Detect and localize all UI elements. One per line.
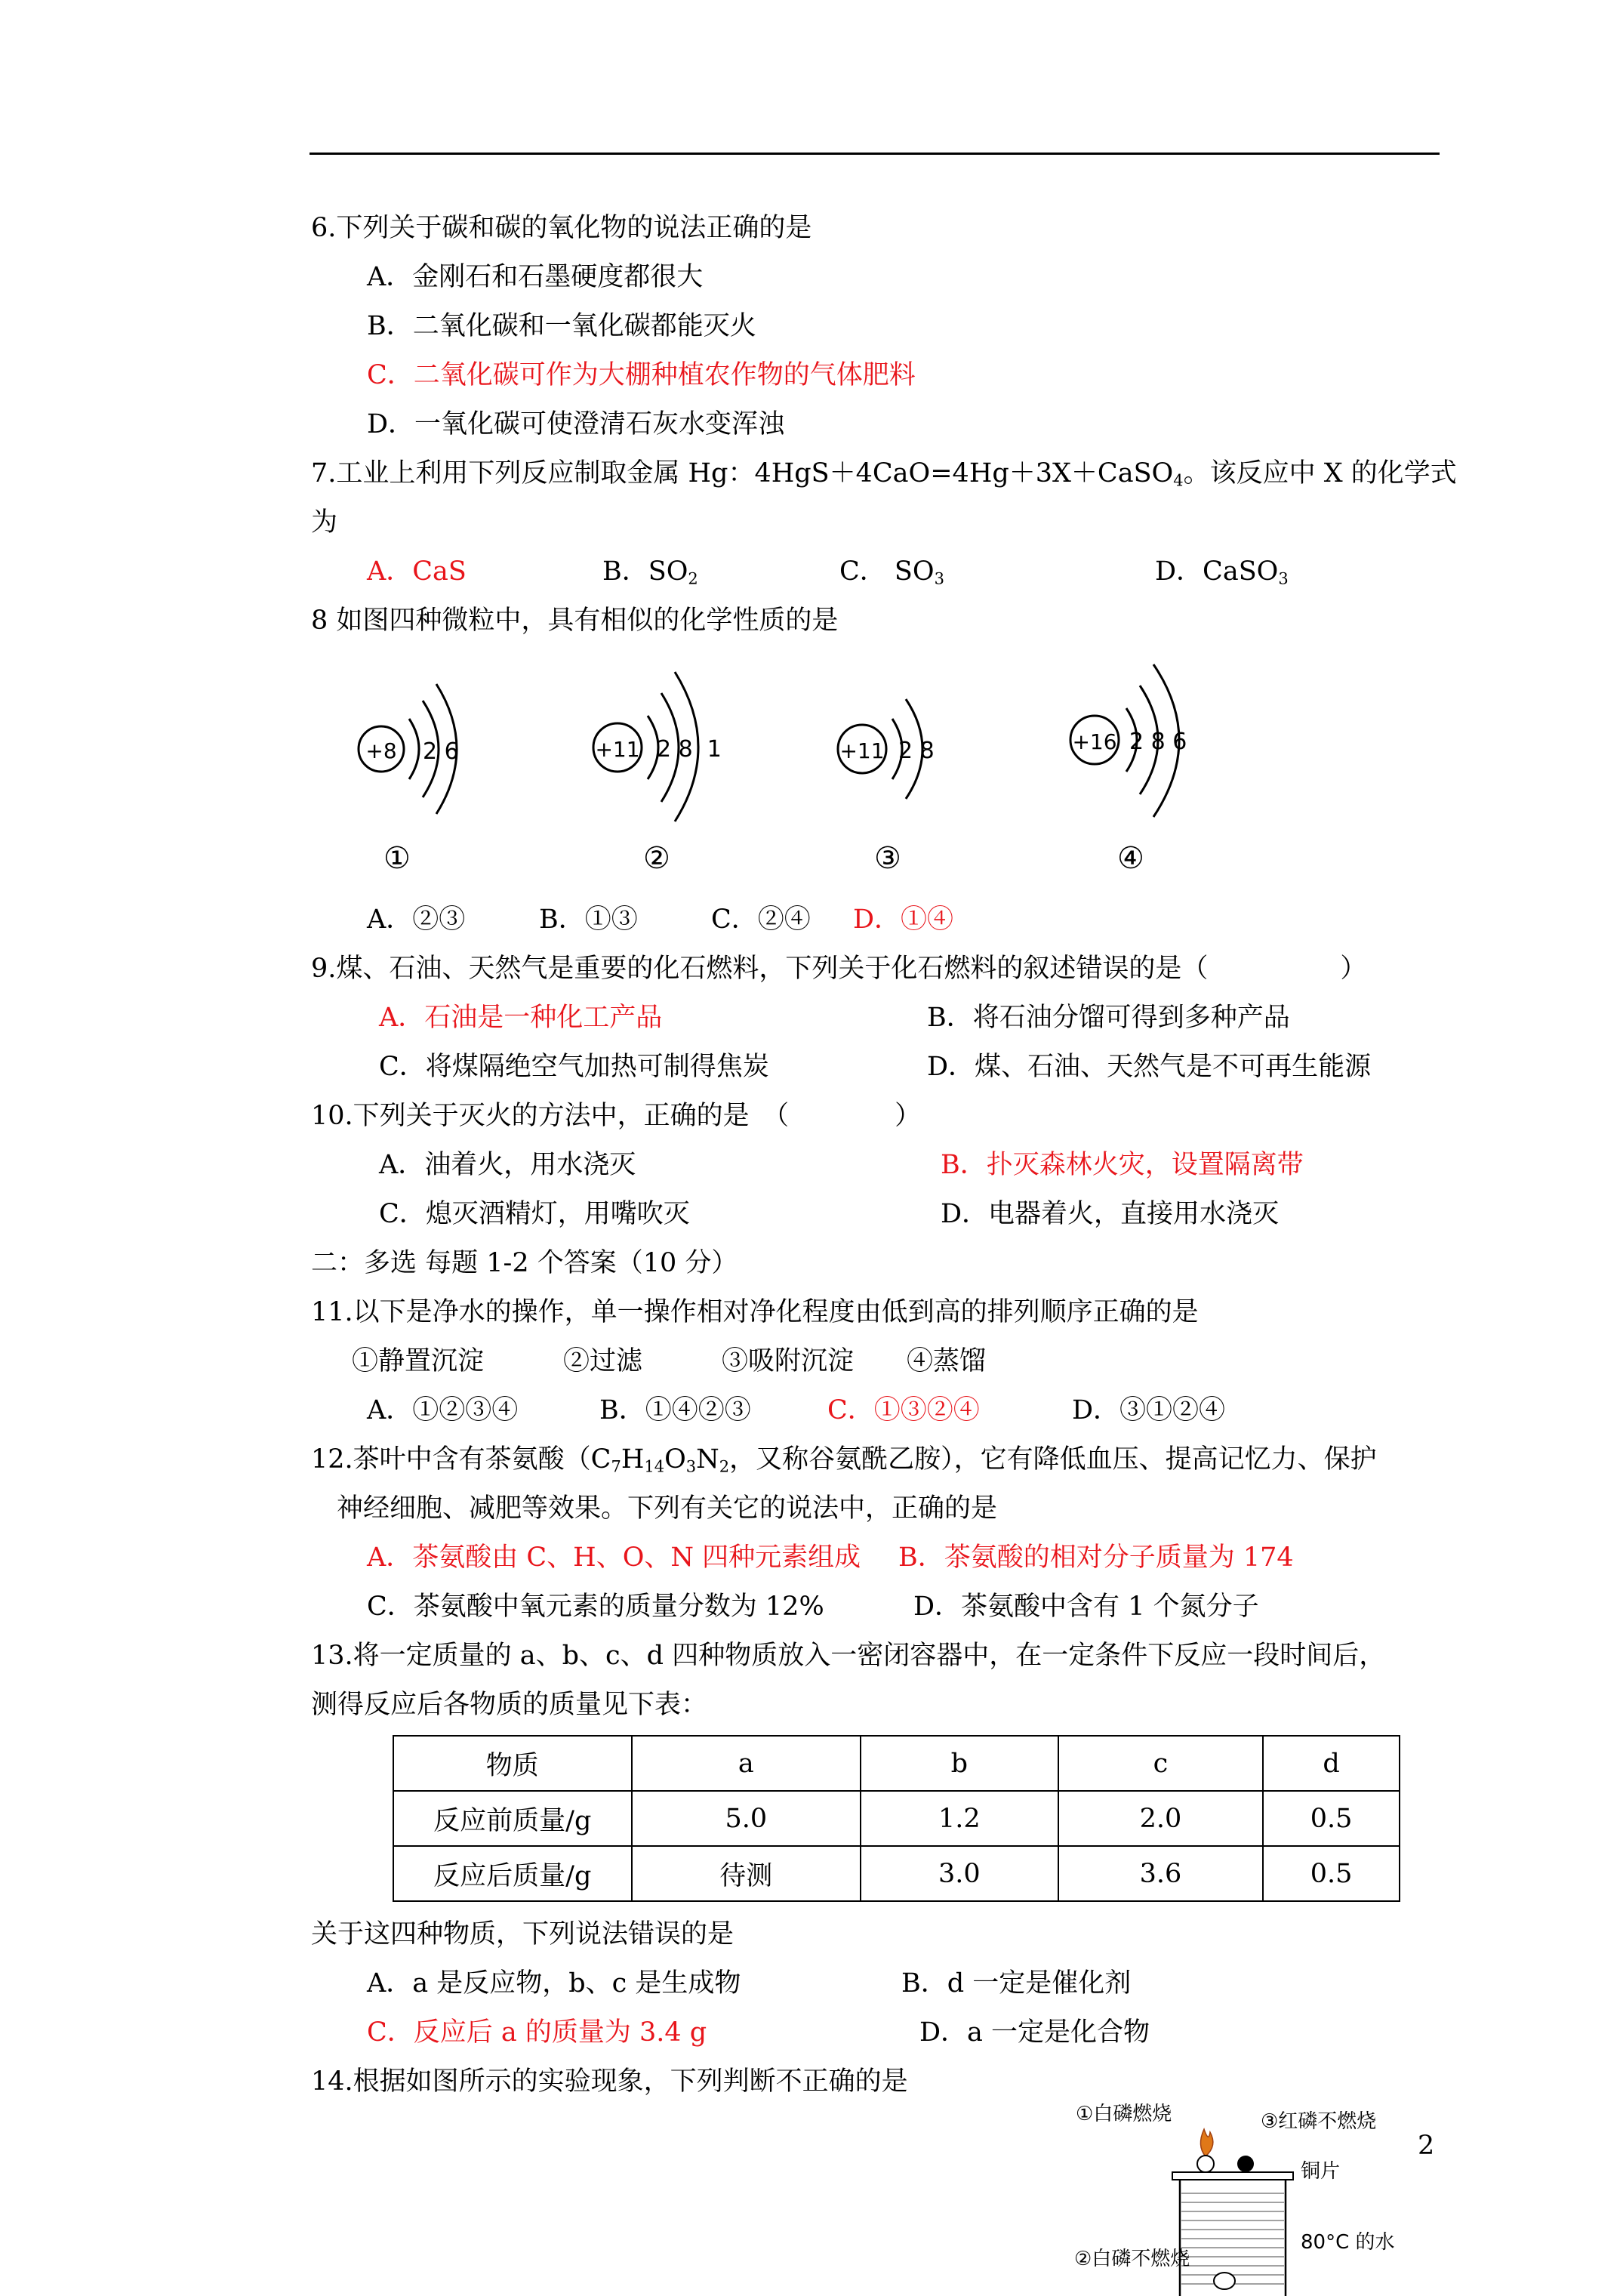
electron-shells: 2 6	[423, 738, 459, 765]
q10-option-d: D．电器着火，直接用水浇灭	[941, 1199, 1280, 1229]
atom-diagram-3	[832, 664, 968, 823]
electron-shells: 2 8	[898, 738, 935, 764]
table-cell: 反应后质量/g	[393, 1846, 632, 1901]
copper-label: 铜片	[1301, 2160, 1341, 2183]
white-phosphorus-burning-label: ①白磷燃烧	[1076, 2103, 1172, 2125]
table-cell: 3.6	[1058, 1846, 1264, 1901]
q10-option-c: C．熄灭酒精灯，用嘴吹灭	[379, 1199, 690, 1229]
q12-stem-line2: 神经细胞、减肥等效果。下列有关它的说法中，正确的是	[337, 1493, 998, 1524]
table-header-cell: a	[632, 1736, 861, 1791]
table-cell: 3.0	[861, 1846, 1058, 1901]
q10-option-b: B．扑灭森林火灾，设置隔离带	[941, 1150, 1304, 1180]
q6-option-a: A．金刚石和石墨硬度都很大	[367, 262, 704, 292]
q8-stem: 8 如图四种微粒中，具有相似的化学性质的是	[311, 606, 839, 636]
q10-option-a: A．油着火，用水浇灭	[379, 1150, 636, 1180]
q7-option-d: D．CaSO$_3$	[1155, 556, 1289, 588]
table-cell: 0.5	[1263, 1791, 1400, 1846]
q6-option-b: B．二氧化碳和一氧化碳都能灭火	[367, 311, 756, 341]
table-row	[393, 1791, 1400, 1846]
q11-option-d: D．③①②④	[1072, 1395, 1226, 1425]
hot-water-label: 80°C 的水	[1301, 2231, 1395, 2254]
q10-stem: 10.下列关于灭火的方法中，正确的是 （ ）	[311, 1101, 922, 1131]
table-header-cell: b	[861, 1736, 1058, 1791]
section-2-title: 二：多选 每题 1-2 个答案（10 分）	[311, 1248, 738, 1278]
page-number: 2	[1418, 2131, 1435, 2161]
table-cell: 2.0	[1058, 1791, 1264, 1846]
q14-stem: 14.根据如图所示的实验现象，下列判断不正确的是	[311, 2066, 908, 2097]
nucleus-charge: +11	[595, 737, 640, 762]
table-cell: 待测	[632, 1846, 861, 1901]
q11-option-c: C．①③②④	[827, 1395, 980, 1425]
q11-option-a: A．①②③④	[367, 1395, 519, 1425]
q13-option-a: A．a 是反应物，b、c 是生成物	[367, 1968, 741, 1999]
q7-stem: 7.工业上利用下列反应制取金属 Hg：4HgS＋4CaO=4Hg＋3X＋CaSO$_4$。该反应中 X 的化学式	[311, 458, 1457, 490]
red-phosphorus-label: ③红磷不燃烧	[1261, 2110, 1377, 2133]
table-cell: 1.2	[861, 1791, 1058, 1846]
atom-label-4: ④	[1117, 841, 1144, 876]
atom-diagram-4	[1064, 649, 1223, 823]
q9-option-a: A．石油是一种化工产品	[379, 1003, 663, 1033]
nucleus-charge: +8	[365, 738, 397, 763]
mass-table	[393, 1735, 1400, 1902]
table-header-row	[393, 1736, 1400, 1791]
q13-option-b: B．d 一定是催化剂	[901, 1968, 1132, 1999]
q7-stem-line2: 为	[311, 507, 338, 538]
nucleus-charge: +11	[839, 738, 885, 763]
q9-option-c: C．将煤隔绝空气加热可制得焦炭	[379, 1052, 769, 1082]
q8-option-a: A．②③	[367, 905, 466, 935]
table-cell: 0.5	[1263, 1846, 1400, 1901]
q7-option-c: C． $SO_3$	[839, 556, 944, 588]
q6-option-c: C．二氧化碳可作为大棚种植农作物的气体肥料	[367, 360, 916, 390]
electron-shells: 2 8 6	[1129, 729, 1187, 755]
electron-shells: 2 8 1	[657, 736, 722, 763]
q9-option-d: D．煤、石油、天然气是不可再生能源	[927, 1052, 1372, 1082]
white-phosphorus-icon	[1197, 2156, 1214, 2172]
q13-option-d: D．a 一定是化合物	[919, 2017, 1150, 2048]
q11-stem: 11.以下是净水的操作，单一操作相对净化程度由低到高的排列顺序正确的是	[311, 1297, 1199, 1327]
q11-option-b: B．①④②③	[599, 1395, 751, 1425]
q12-option-a: A．茶氨酸由 C、H、O、N 四种元素组成	[367, 1542, 861, 1573]
q13-stem: 13.将一定质量的 a、b、c、d 四种物质放入一密闭容器中，在一定条件下反应一段时间后，	[311, 1641, 1386, 1671]
phosphorus-experiment-figure	[1061, 2099, 1408, 2296]
q13-stem-after-table: 关于这四种物质，下列说法错误的是	[311, 1919, 735, 1949]
q7-option-a: A．CaS	[367, 556, 467, 587]
q7-option-b: B．$SO_2$	[602, 556, 698, 588]
q6-stem: 6.下列关于碳和碳的氧化物的说法正确的是	[311, 213, 812, 243]
table-cell: 反应前质量/g	[393, 1791, 632, 1846]
table-header-cell: c	[1058, 1736, 1264, 1791]
table-row	[393, 1846, 1400, 1901]
q12-option-d: D．茶氨酸中含有 1 个氮分子	[913, 1592, 1259, 1622]
q12-stem: 12.茶叶中含有茶氨酸（$C_7H_{14}O_3N_2$，又称谷氨酰乙胺），它有降低血压、提高记忆力、保护	[311, 1444, 1377, 1476]
q12-option-b: B．茶氨酸的相对分子质量为 174	[898, 1542, 1294, 1573]
atom-label-2: ②	[643, 841, 670, 876]
atom-label-1: ①	[383, 841, 411, 876]
q13-option-c: C．反应后 a 的质量为 3.4 g	[367, 2017, 707, 2048]
q9-option-b: B．将石油分馏可得到多种产品	[927, 1003, 1290, 1033]
q8-option-c: C．②④	[711, 905, 811, 935]
atom-label-3: ③	[874, 841, 901, 876]
atom-diagram-2	[587, 649, 746, 823]
q8-option-d: D．①④	[853, 905, 954, 935]
table-header-cell: d	[1263, 1736, 1400, 1791]
copper-plate	[1172, 2172, 1293, 2180]
q11-operations: ①静置沉淀 ②过滤 ③吸附沉淀 ④蒸馏	[352, 1346, 987, 1376]
submerged-white-phosphorus-icon	[1214, 2273, 1235, 2289]
nucleus-charge: +16	[1072, 729, 1117, 754]
table-header-cell: 物质	[393, 1736, 632, 1791]
table-cell: 5.0	[632, 1791, 861, 1846]
atom-diagram-1	[355, 664, 491, 823]
q6-option-d: D．一氧化碳可使澄清石灰水变浑浊	[367, 409, 785, 439]
red-phosphorus-icon	[1237, 2156, 1254, 2172]
q12-option-c: C．茶氨酸中氧元素的质量分数为 12%	[367, 1592, 824, 1622]
q9-stem: 9.煤、石油、天然气是重要的化石燃料，下列关于化石燃料的叙述错误的是（ ）	[311, 954, 1367, 984]
flame-icon	[1200, 2129, 1212, 2156]
white-phosphorus-not-burning-label: ②白磷不燃烧	[1074, 2248, 1190, 2270]
header-rule	[310, 153, 1440, 155]
q13-stem-line2: 测得反应后各物质的质量见下表：	[311, 1690, 708, 1720]
q8-option-b: B．①③	[539, 905, 638, 935]
